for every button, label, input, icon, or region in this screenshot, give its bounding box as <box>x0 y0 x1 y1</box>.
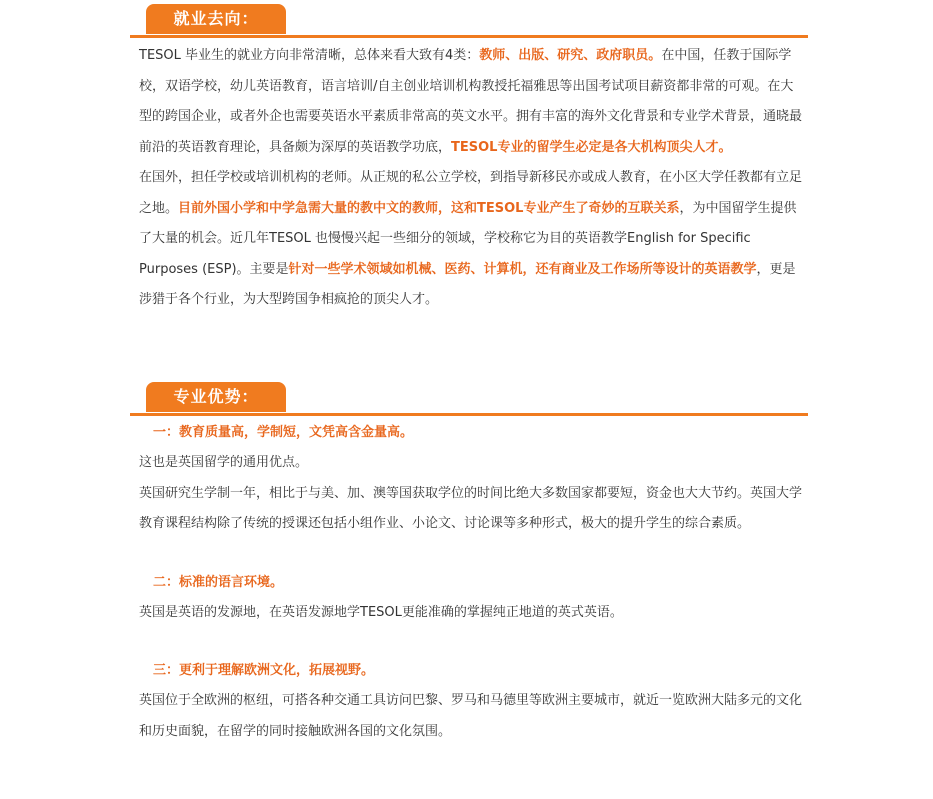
employment-p2-highlight-2: 针对一些学术领域如机械、医药、计算机，还有商业及工作场所等设计的英语教学 <box>288 261 757 277</box>
section-divider <box>130 35 808 38</box>
advantages-header <box>130 378 808 416</box>
employment-section <box>130 0 808 316</box>
employment-p2-highlight-1: 目前外国小学和中学急需大量的教中文的教师，这和TESOL专业产生了奇妙的互联关系 <box>178 200 680 216</box>
employment-p1-text-1: TESOL 毕业生的就业方向非常清晰，总体来看大致有4类： <box>139 48 480 63</box>
spacer <box>130 540 808 568</box>
advantages-section <box>130 378 808 747</box>
advantage-1-paragraph-2: 英国研究生学制一年，相比于与美、加、澳等国获取学位的时间比绝大多数国家都要短，资金也大大节约。英国大学教育课程结构除了传统的授课还包括小组作业、小论文、讨论课等多种形式，极大的提升学生的综合素质。 <box>139 485 803 531</box>
employment-paragraph-2 <box>130 163 808 316</box>
employment-header <box>130 0 808 38</box>
employment-p1-text-2: 在中国，任教于国际学校，双语学校，幼儿英语教育，语言培训/自主创业培训机构教授托福雅思等出国考试项目薪资都非常的可观。在大型的跨国企业，或者外企也需要英语水平素质非常高的英文水平。拥有丰富的海外文化背景和专业学术背景，通晓最前沿的英语教育理论，具备颇为深厚的英语教学功底， <box>139 48 803 155</box>
employment-p2-text-1: 在国外，担任学校或培训机构的老师。从正规的私公立学校，到指导新移民亦或成人教育，在小区大学任教都有立足之地。 <box>139 170 803 216</box>
advantage-2-paragraph-1: 英国是英语的发源地，在英语发源地学TESOL更能准确的掌握纯正地道的英式英语。 <box>139 604 623 620</box>
advantage-heading-2: 二：标准的语言环境。 <box>153 574 284 590</box>
employment-p1-highlight-2: TESOL专业的留学生必定是各大机构顶尖人才。 <box>451 139 732 155</box>
section-divider <box>130 413 808 416</box>
advantage-heading-3: 三：更利于理解欧洲文化，拓展视野。 <box>153 663 375 678</box>
employment-p2-text-3: ，更是涉猎于各个行业，为大型跨国争相疯抢的顶尖人才。 <box>139 261 796 307</box>
spacer <box>130 628 808 656</box>
advantage-3-paragraph-1: 英国位于全欧洲的枢纽，可搭各种交通工具访问巴黎、罗马和马德里等欧洲主要城市，就近一览欧洲大陆多元的文化和历史面貌，在留学的同时接触欧洲各国的文化氛围。 <box>139 693 803 739</box>
employment-p1-highlight-1: 教师、出版、研究、政府职员。 <box>479 48 662 63</box>
employment-tab: 就业去向： <box>146 4 286 34</box>
advantage-heading-1: 一：教育质量高，学制短，文凭高含金量高。 <box>153 425 414 440</box>
advantage-1-paragraph-1: 这也是英国留学的通用优点。 <box>139 455 309 470</box>
advantages-tab: 专业优势： <box>146 382 286 412</box>
employment-p2-text-2: ，为中国留学生提供了大量的机会。近几年TESOL 也慢慢兴起一些细分的领域，学校称它为目的英语教学English for Specific Purposes (ESP)。主要是 <box>139 200 797 277</box>
employment-paragraph-1 <box>130 41 808 163</box>
